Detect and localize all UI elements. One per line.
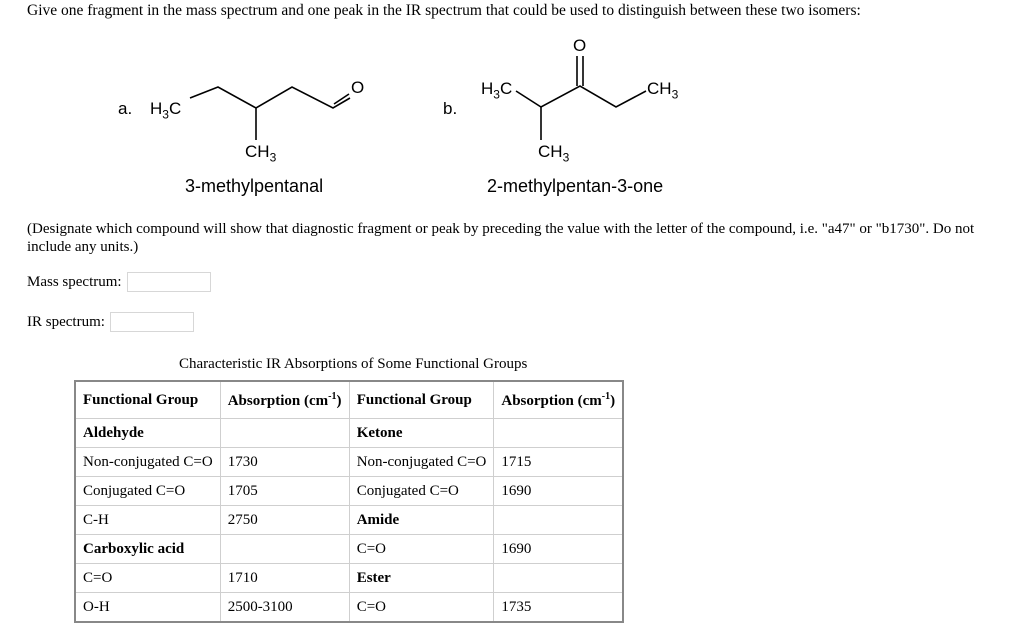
- table-row: [75, 564, 623, 593]
- compound-b-oxygen-label: O: [573, 36, 587, 55]
- table-cell: [494, 506, 624, 535]
- table-cell: C=O: [349, 535, 494, 564]
- table-row: [75, 593, 623, 623]
- header-absorption-1: Absorption $(cm^{-1})$: [220, 381, 349, 419]
- header-functional-group-2: Functional Group: [349, 381, 494, 419]
- compound-b-name: 2-methylpentan-3-one: [487, 176, 664, 196]
- table-row: [75, 419, 623, 448]
- table-cell: Ester: [349, 564, 494, 593]
- compound-b-letter: b.: [443, 99, 458, 118]
- table-cell: [494, 419, 624, 448]
- table-cell: 2500-3100: [220, 593, 349, 623]
- table-cell: C=O: [349, 593, 494, 623]
- table-header-row: [75, 381, 623, 419]
- table-row: [75, 535, 623, 564]
- table-row: [75, 506, 623, 535]
- compound-b-ch3-bottom-label: $CH_3$: [538, 142, 570, 165]
- table-cell: Non-conjugated C=O: [75, 448, 220, 477]
- table-cell: Conjugated C=O: [75, 477, 220, 506]
- table-row: [75, 448, 623, 477]
- compound-a-ch3-label: $CH_3$: [245, 142, 277, 165]
- table-cell: Conjugated C=O: [349, 477, 494, 506]
- compound-b-ch3-right-label: $CH_3$: [647, 79, 679, 102]
- mass-spectrum-input[interactable]: [127, 272, 211, 292]
- table-cell: Aldehyde: [75, 419, 220, 448]
- compound-a-h3c-label: $H_3C$: [150, 99, 182, 122]
- header-functional-group-1: Functional Group: [75, 381, 220, 419]
- table-cell: O-H: [75, 593, 220, 623]
- table-cell: 1690: [494, 535, 624, 564]
- table-caption: Characteristic IR Absorptions of Some Functional Groups: [179, 356, 528, 372]
- table-cell: 1735: [494, 593, 624, 623]
- table-cell: [220, 419, 349, 448]
- ir-spectrum-label: IR spectrum:: [27, 313, 105, 330]
- instruction-text: (Designate which compound will show that diagnostic fragment or peak by preceding the value with the letter of the compound, i.e. "a47" or "b1730". Do not include any units.): [27, 221, 975, 255]
- table-cell: 1705: [220, 477, 349, 506]
- mass-spectrum-row: [27, 272, 211, 292]
- compound-b-h3c-label: $H_3C$: [481, 79, 513, 102]
- table-cell: Ketone: [349, 419, 494, 448]
- table-cell: Amide: [349, 506, 494, 535]
- table-cell: 1710: [220, 564, 349, 593]
- ir-spectrum-input[interactable]: [110, 312, 194, 332]
- compound-b-bonds: [516, 56, 646, 140]
- table-cell: [494, 564, 624, 593]
- compound-a-bonds: [190, 87, 350, 140]
- header-absorption-2: Absorption $(cm^{-1})$: [494, 381, 624, 419]
- table-cell: 1715: [494, 448, 624, 477]
- ir-spectrum-row: [27, 312, 194, 332]
- molecule-figure: [0, 28, 1024, 203]
- compound-a-oxygen-label: O: [351, 78, 365, 97]
- compound-a-letter: a.: [118, 99, 133, 118]
- ir-absorption-table: [74, 380, 624, 623]
- table-cell: C-H: [75, 506, 220, 535]
- table-cell: 1690: [494, 477, 624, 506]
- table-cell: Non-conjugated C=O: [349, 448, 494, 477]
- table-cell: 1730: [220, 448, 349, 477]
- mass-spectrum-label: Mass spectrum:: [27, 273, 122, 290]
- table-cell: 2750: [220, 506, 349, 535]
- table-cell: Carboxylic acid: [75, 535, 220, 564]
- table-cell: C=O: [75, 564, 220, 593]
- table-cell: [220, 535, 349, 564]
- question-text: Give one fragment in the mass spectrum and one peak in the IR spectrum that could be used to distinguish between these two isomers:: [27, 2, 861, 19]
- table-row: [75, 477, 623, 506]
- compound-a-name: 3-methylpentanal: [185, 176, 324, 196]
